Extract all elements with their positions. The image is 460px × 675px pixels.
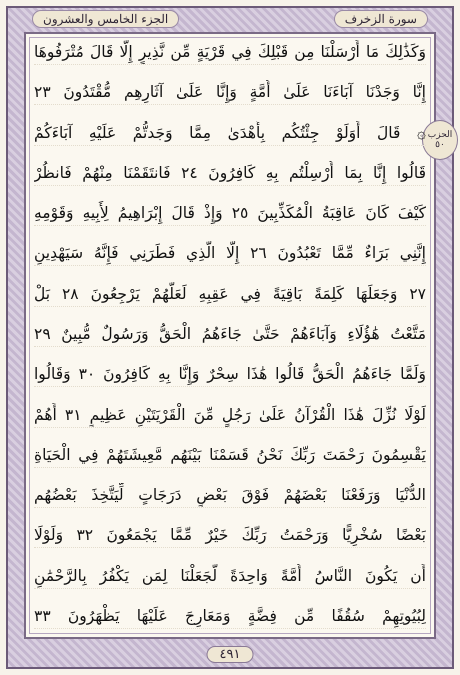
- surah-name: سورة الزخرف: [334, 10, 428, 28]
- text-line: لِبُيُوتِهِمْ سُقُفًا مِّن فِضَّةٍ وَمَعَارِجَ عَلَيْهَا يَظْهَرُونَ ٣٣: [34, 604, 426, 629]
- text-line: إِنَّنِي بَرَاءٌ مِّمَّا تَعْبُدُونَ ٢٦ إِلَّا الَّذِي فَطَرَنِي فَإِنَّهُ سَيَهْدِينِ: [34, 241, 426, 266]
- text-line: لَوْلَا نُزِّلَ هَٰذَا الْقُرْآنُ عَلَىٰ رَجُلٍ مِّنَ الْقَرْيَتَيْنِ عَظِيمٍ ٣١ أَهُمْ: [34, 403, 426, 428]
- hizb-number: ٥٠: [435, 140, 445, 150]
- text-line: قَالُوا إِنَّا بِمَا أُرْسِلْتُم بِهِ كَافِرُونَ ٢٤ فَانتَقَمْنَا مِنْهُمْ فَانظُرْ: [34, 161, 426, 186]
- text-line: بَعْضًا سُخْرِيًّا وَرَحْمَتُ رَبِّكَ خَيْرٌ مِّمَّا يَجْمَعُونَ ٣٢ وَلَوْلَا: [34, 523, 426, 548]
- text-line: ۞ قَالَ أَوَلَوْ جِئْتُكُم بِأَهْدَىٰ مِمَّا وَجَدتُّمْ عَلَيْهِ آبَاءَكُمْ: [34, 121, 426, 146]
- text-line: الدُّنْيَا وَرَفَعْنَا بَعْضَهُمْ فَوْقَ بَعْضٍ دَرَجَاتٍ لِّيَتَّخِذَ بَعْضُهُم: [34, 483, 426, 508]
- page-header: [24, 8, 436, 30]
- text-line: إِنَّا وَجَدْنَا آبَاءَنَا عَلَىٰ أُمَّةٍ وَإِنَّا عَلَىٰ آثَارِهِم مُّقْتَدُونَ ٢٣: [34, 80, 426, 105]
- text-line: وَلَمَّا جَاءَهُمُ الْحَقُّ قَالُوا هَٰذَا سِحْرٌ وَإِنَّا بِهِ كَافِرُونَ ٣٠ وَقَالُوا: [34, 362, 426, 387]
- juz-name: الجزء الخامس والعشرون: [32, 10, 179, 28]
- text-line: أَن يَكُونَ النَّاسُ أُمَّةً وَاحِدَةً لَّجَعَلْنَا لِمَن يَكْفُرُ بِالرَّحْمَٰنِ: [34, 564, 426, 589]
- text-line: يَقْسِمُونَ رَحْمَتَ رَبِّكَ نَحْنُ قَسَمْنَا بَيْنَهُم مَّعِيشَتَهُمْ فِي الْحَيَاةِ: [34, 443, 426, 468]
- hizb-label: الحزب: [427, 130, 453, 140]
- text-line: وَكَذَٰلِكَ مَا أَرْسَلْنَا مِن قَبْلِكَ فِي قَرْيَةٍ مِّن نَّذِيرٍ إِلَّا قَالَ مُتْرَفُوهَا: [34, 40, 426, 65]
- text-line: مَتَّعْتُ هَٰؤُلَاءِ وَآبَاءَهُمْ حَتَّىٰ جَاءَهُمُ الْحَقُّ وَرَسُولٌ مُّبِينٌ ٢٩: [34, 322, 426, 347]
- page-number: ٤٩١: [207, 646, 254, 663]
- text-line: كَيْفَ كَانَ عَاقِبَةُ الْمُكَذِّبِينَ ٢٥ وَإِذْ قَالَ إِبْرَاهِيمُ لِأَبِيهِ وَقَوْمِهِ: [34, 201, 426, 226]
- hizb-marker: [422, 120, 458, 160]
- text-line: ٢٧ وَجَعَلَهَا كَلِمَةً بَاقِيَةً فِي عَقِبِهِ لَعَلَّهُمْ يَرْجِعُونَ ٢٨ بَلْ: [34, 282, 426, 307]
- quran-text: [34, 40, 426, 629]
